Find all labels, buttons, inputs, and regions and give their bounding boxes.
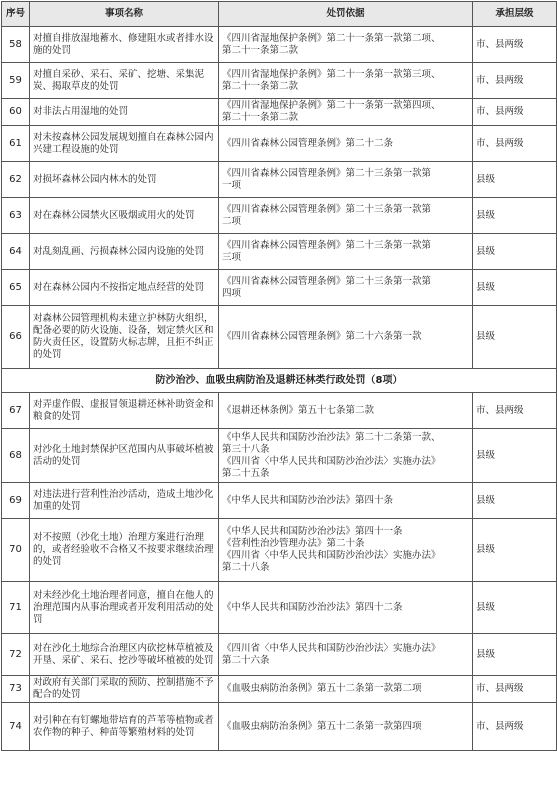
table-section <box>2 369 557 393</box>
row-penalty-basis <box>219 270 473 306</box>
row-number: 71 <box>2 582 30 634</box>
table-row <box>2 582 557 634</box>
table-row <box>2 234 557 270</box>
basis-line: 《中华人民共和国防沙治沙法》第四十条 <box>222 494 394 506</box>
basis-line: 《四川省森林公园管理条例》第二十二条 <box>222 137 394 149</box>
row-number: 69 <box>2 483 30 519</box>
row-penalty-basis <box>219 519 473 582</box>
row-item-name: 对擅自排放湿地蓄水、修建阻水或者排水设施的处罚 <box>30 27 219 63</box>
header-level: 承担层级 <box>473 2 557 27</box>
row-number: 72 <box>2 634 30 676</box>
row-level: 市、县两级 <box>473 99 557 126</box>
table-row <box>2 63 557 99</box>
table-body-forest <box>2 27 557 369</box>
basis-line: 《中华人民共和国防沙治沙法》第四十二条 <box>222 601 403 613</box>
basis-line: 第二十一条第二款 <box>222 44 299 56</box>
basis-line: 《四川省森林公园管理条例》第二十六条第一款 <box>222 331 422 342</box>
basis-line: 《中华人民共和国防沙治沙法》第二十二条第一款、 <box>222 431 441 443</box>
row-item-name: 对弄虚作假、虚报冒领退耕还林补助资金和粮食的处罚 <box>30 393 219 429</box>
row-item-name: 对不按照（沙化土地）治理方案进行治理的，或者经验收不合格又不按要求继续治理的处罚 <box>30 519 219 582</box>
table-row <box>2 703 557 751</box>
row-level: 县级 <box>473 162 557 198</box>
row-level: 县级 <box>473 306 557 369</box>
basis-line: 第二十八条 <box>222 562 270 573</box>
row-number: 60 <box>2 99 30 126</box>
row-penalty-basis <box>219 429 473 483</box>
basis-line: 第二十六条 <box>222 654 270 666</box>
row-level: 县级 <box>473 198 557 234</box>
row-item-name: 对非法占用湿地的处罚 <box>30 99 219 126</box>
basis-line: 《血吸虫病防治条例》第五十二条第一款第四项 <box>222 720 422 732</box>
row-level: 县级 <box>473 634 557 676</box>
row-penalty-basis <box>219 198 473 234</box>
basis-line: 《四川省森林公园管理条例》第二十三条第一款第 <box>222 167 432 179</box>
row-penalty-basis <box>219 126 473 162</box>
basis-line: 《四川省〈中华人民共和国防沙治沙法〉实施办法》 <box>222 455 441 467</box>
row-level: 市、县两级 <box>473 393 557 429</box>
basis-line: 《四川省湿地保护条例》第二十一条第一款第三项、 <box>222 68 441 80</box>
row-penalty-basis <box>219 483 473 519</box>
row-item-name: 对损坏森林公园内林木的处罚 <box>30 162 219 198</box>
basis-line: 第二十五条 <box>222 467 270 479</box>
row-level: 县级 <box>473 483 557 519</box>
table-row <box>2 519 557 582</box>
row-penalty-basis <box>219 582 473 634</box>
header-basis: 处罚依据 <box>219 2 473 27</box>
row-level: 县级 <box>473 582 557 634</box>
row-number: 61 <box>2 126 30 162</box>
table-row <box>2 27 557 63</box>
basis-line: 《退耕还林条例》第五十七条第二款 <box>222 404 375 416</box>
row-number: 64 <box>2 234 30 270</box>
basis-line: 二项 <box>222 215 242 227</box>
row-level: 市、县两级 <box>473 676 557 703</box>
row-number: 59 <box>2 63 30 99</box>
table-row <box>2 126 557 162</box>
basis-line: 《四川省森林公园管理条例》第二十三条第一款第 <box>222 239 432 251</box>
row-number: 65 <box>2 270 30 306</box>
section-row <box>2 369 557 393</box>
row-penalty-basis <box>219 234 473 270</box>
table-row <box>2 198 557 234</box>
row-item-name: 对在森林公园内不按指定地点经营的处罚 <box>30 270 219 306</box>
row-item-name: 对乱刻乱画、污损森林公园内设施的处罚 <box>30 234 219 270</box>
row-penalty-basis <box>219 634 473 676</box>
row-number: 66 <box>2 306 30 369</box>
basis-line: 《四川省湿地保护条例》第二十一条第一款第四项、 <box>222 100 441 111</box>
row-item-name: 对违法进行营利性治沙活动，造成土地沙化加重的处罚 <box>30 483 219 519</box>
section-title: 防沙治沙、血吸虫病防治及退耕还林类行政处罚（8项） <box>2 369 557 393</box>
row-level: 县级 <box>473 429 557 483</box>
row-level: 县级 <box>473 519 557 582</box>
table-row <box>2 634 557 676</box>
row-number: 63 <box>2 198 30 234</box>
row-item-name: 对政府有关部门采取的预防、控制措施不予配合的处罚 <box>30 676 219 703</box>
table-row <box>2 393 557 429</box>
basis-line: 第三十八条 <box>222 443 270 455</box>
table-row <box>2 270 557 306</box>
table-row <box>2 483 557 519</box>
row-number: 58 <box>2 27 30 63</box>
basis-line: 《四川省湿地保护条例》第二十一条第一款第二项、 <box>222 32 441 44</box>
basis-line: 第二十一条第二款 <box>222 80 299 92</box>
row-item-name: 对在沙化土地综合治理区内砍挖林草植被及开垦、采矿、采石、挖沙等破坏植被的处罚 <box>30 634 219 676</box>
table-row <box>2 306 557 369</box>
row-level: 县级 <box>473 270 557 306</box>
row-penalty-basis <box>219 63 473 99</box>
row-penalty-basis <box>219 99 473 126</box>
row-number: 70 <box>2 519 30 582</box>
table-body-desert <box>2 393 557 751</box>
penalty-table <box>1 1 557 751</box>
row-level: 市、县两级 <box>473 27 557 63</box>
row-item-name: 对森林公园管理机构未建立护林防火组织，配备必要的防火设施、设备，划定禁火区和防火责任区，设置防火标志牌，且拒不纠正的处罚 <box>30 306 219 369</box>
row-number: 73 <box>2 676 30 703</box>
header-no: 序号 <box>2 2 30 27</box>
row-item-name: 对引种在有钉螺地带培育的芦苇等植物或者农作物的种子、种苗等繁殖材料的处罚 <box>30 703 219 751</box>
row-penalty-basis <box>219 27 473 63</box>
row-number: 74 <box>2 703 30 751</box>
basis-line: 《四川省森林公园管理条例》第二十三条第一款第 <box>222 203 432 215</box>
row-item-name: 对未经沙化土地治理者同意，擅自在他人的治理范围内从事治理或者开发利用活动的处罚 <box>30 582 219 634</box>
basis-line: 《四川省森林公园管理条例》第二十三条第一款第 <box>222 275 432 287</box>
basis-line: 一项 <box>222 179 242 191</box>
basis-line: 四项 <box>222 287 242 299</box>
table-row <box>2 162 557 198</box>
basis-line: 《中华人民共和国防沙治沙法》第四十一条 <box>222 526 403 537</box>
row-level: 市、县两级 <box>473 126 557 162</box>
table-row <box>2 676 557 703</box>
row-penalty-basis <box>219 703 473 751</box>
row-penalty-basis <box>219 676 473 703</box>
row-penalty-basis <box>219 162 473 198</box>
table-row <box>2 429 557 483</box>
row-item-name: 对在森林公园禁火区吸烟或用火的处罚 <box>30 198 219 234</box>
row-item-name: 对擅自采砂、采石、采矿、挖塘、采集泥炭、揭取草皮的处罚 <box>30 63 219 99</box>
basis-line: 《血吸虫病防治条例》第五十二条第一款第二项 <box>222 683 422 694</box>
row-number: 68 <box>2 429 30 483</box>
basis-line: 《四川省〈中华人民共和国防沙治沙法〉实施办法》 <box>222 642 441 654</box>
row-number: 62 <box>2 162 30 198</box>
basis-line: 第二十一条第二款 <box>222 112 299 123</box>
row-penalty-basis <box>219 393 473 429</box>
basis-line: 《营利性治沙管理办法》第二十条 <box>222 538 365 549</box>
header-item: 事项名称 <box>30 2 219 27</box>
row-item-name: 对未按森林公园发展规划擅自在森林公园内兴建工程设施的处罚 <box>30 126 219 162</box>
row-item-name: 对沙化土地封禁保护区范围内从事破坏植被活动的处罚 <box>30 429 219 483</box>
row-penalty-basis <box>219 306 473 369</box>
basis-line: 三项 <box>222 251 242 263</box>
table-row <box>2 99 557 126</box>
table-header-row <box>2 2 557 27</box>
row-level: 县级 <box>473 234 557 270</box>
row-level: 市、县两级 <box>473 63 557 99</box>
row-level: 市、县两级 <box>473 703 557 751</box>
row-number: 67 <box>2 393 30 429</box>
basis-line: 《四川省〈中华人民共和国防沙治沙法〉实施办法》 <box>222 550 441 561</box>
